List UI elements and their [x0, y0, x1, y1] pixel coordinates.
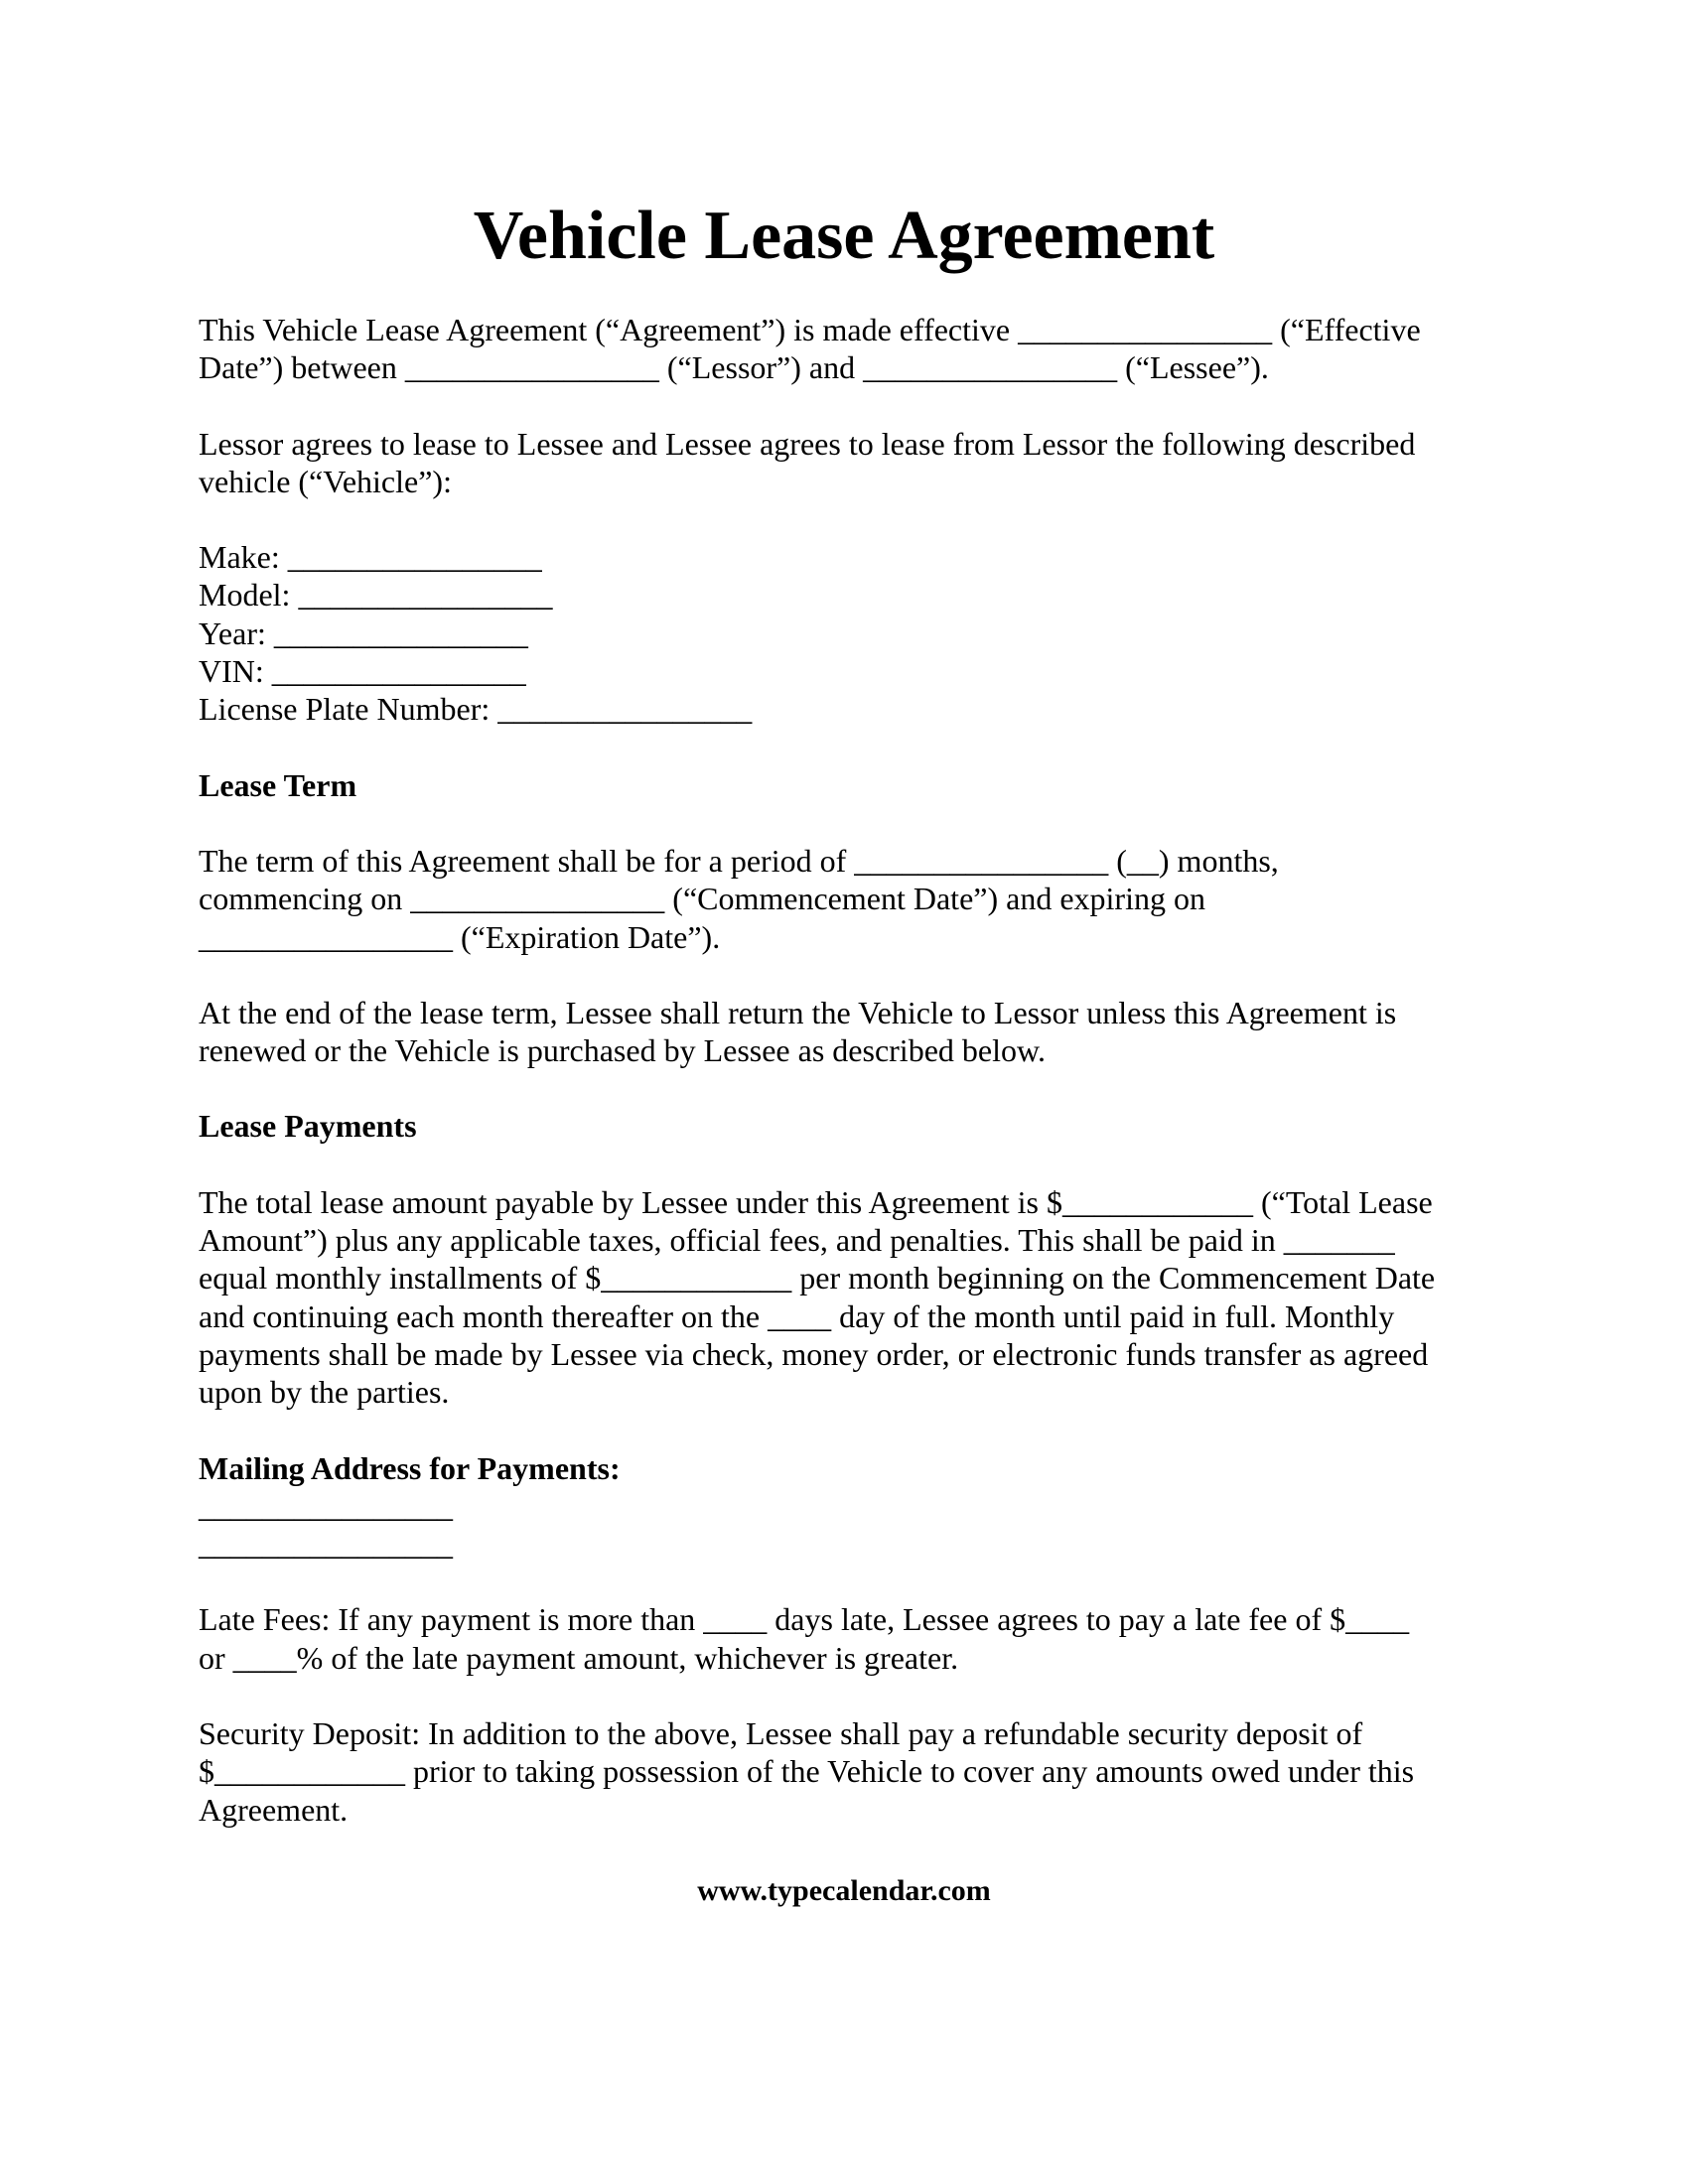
intro-line-2: Date”) between ________________ (“Lessor”) and ________________ (“Lessee”). [199, 349, 1269, 386]
security-deposit-line: $____________ prior to taking possession of the Vehicle to cover any amounts owed under this [199, 1753, 1415, 1790]
security-deposit-line: Agreement. [199, 1791, 349, 1828]
mailing-address-blank: ________________ [199, 1526, 453, 1563]
lease-end-line: At the end of the lease term, Lessee shall return the Vehicle to Lessor unless this Agreement is [199, 994, 1397, 1030]
agreement-line-2: vehicle (“Vehicle”): [199, 463, 452, 499]
lease-term-heading: Lease Term [199, 766, 357, 803]
lease-end-line: renewed or the Vehicle is purchased by Lessee as described below. [199, 1032, 1047, 1069]
lease-term-line: commencing on ________________ (“Commencement Date”) and expiring on [199, 881, 1205, 917]
footer-website: www.typecalendar.com [697, 1874, 991, 1907]
agreement-line-1: Lessor agrees to lease to Lessee and Lessee agrees to lease from Lessor the following described [199, 425, 1416, 462]
vehicle-field-model: Model: ________________ [199, 577, 553, 614]
vehicle-field-year: Year: ________________ [199, 614, 528, 651]
mailing-address-heading: Mailing Address for Payments: [199, 1449, 621, 1486]
vehicle-field-license-plate: License Plate Number: ________________ [199, 691, 753, 728]
lease-payments-line: upon by the parties. [199, 1374, 450, 1411]
security-deposit-line: Security Deposit: In addition to the above, Lessee shall pay a refundable security deposit of [199, 1715, 1363, 1752]
vehicle-field-make: Make: ________________ [199, 539, 542, 576]
intro-line-1: This Vehicle Lease Agreement (“Agreement”) is made effective ________________ (“Effective [199, 312, 1421, 347]
lease-payments-line: payments shall be made by Lessee via check, money order, or electronic funds transfer as agreed [199, 1335, 1429, 1372]
vehicle-field-vin: VIN: ________________ [199, 653, 526, 690]
document-title: Vehicle Lease Agreement [473, 198, 1215, 274]
late-fees-line: or ____% of the late payment amount, whichever is greater. [199, 1639, 959, 1676]
document-body [199, 311, 1509, 1829]
mailing-address-blank: ________________ [199, 1487, 453, 1524]
lease-term-line: The term of this Agreement shall be for a period of ________________ (__) months, [199, 842, 1279, 879]
lease-term-line: ________________ (“Expiration Date”). [199, 918, 721, 955]
lease-payments-heading: Lease Payments [199, 1108, 417, 1145]
late-fees-line: Late Fees: If any payment is more than ____ days late, Lessee agrees to pay a late fee of $____ [199, 1601, 1410, 1638]
lease-payments-line: The total lease amount payable by Lessee under this Agreement is $____________ (“Total Lease [199, 1183, 1433, 1220]
lease-payments-line: equal monthly installments of $____________ per month beginning on the Commencement Date [199, 1260, 1436, 1297]
lease-payments-line: Amount”) plus any applicable taxes, official fees, and penalties. This shall be paid in _______ [199, 1222, 1395, 1259]
lease-payments-line: and continuing each month thereafter on the ____ day of the month until paid in full. Monthly [199, 1297, 1395, 1334]
